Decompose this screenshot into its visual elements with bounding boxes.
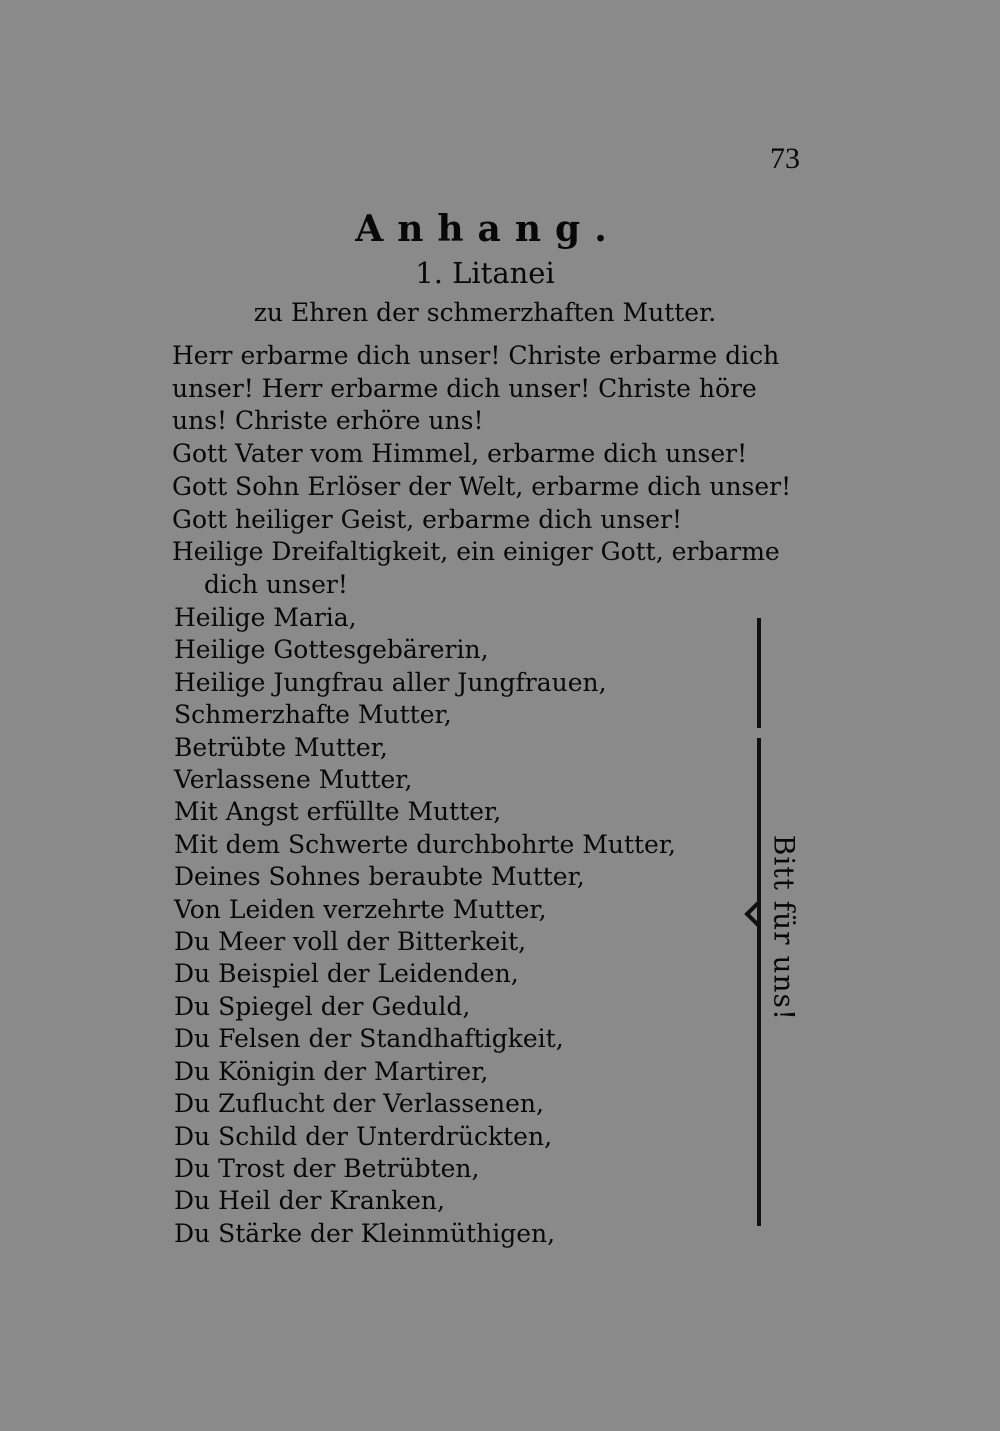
invocation: Betrübte Mutter, [174, 732, 388, 762]
invocation: Mit dem Schwerte durchbohrte Mutter, [174, 829, 676, 859]
invocation: Du Heil der Kranken, [174, 1186, 445, 1216]
invocation: Heilige Jungfrau aller Jungfrauen, [174, 667, 607, 697]
invocation: Deines Sohnes beraubte Mutter, [174, 862, 585, 892]
intro-line: Gott Sohn Erlöser der Welt, erbarme dich unser! [172, 471, 792, 501]
intro-line: Herr erbarme dich unser! Christe erbarme dich [172, 341, 780, 370]
intro-line: Heilige Dreifaltigkeit, ein einiger Gott, erbarme [172, 537, 780, 567]
invocation-list [174, 602, 734, 1250]
invocation: Verlassene Mutter, [174, 765, 413, 795]
section-heading: Anhang. [355, 208, 621, 250]
intro-paragraph [172, 340, 802, 602]
brace-point [744, 901, 769, 926]
invocation: Heilige Maria, [174, 603, 357, 632]
invocation: Du Spiegel der Geduld, [174, 991, 471, 1021]
invocation: Von Leiden verzehrte Mutter, [174, 894, 547, 924]
invocation: Du Stärke der Kleinmüthigen, [174, 1218, 556, 1248]
invocation: Du Zuflucht der Verlassenen, [174, 1089, 544, 1119]
litany-response: Bitt für uns! [767, 834, 801, 1022]
invocation: Du Meer voll der Bitterkeit, [174, 927, 527, 957]
invocation: Du Felsen der Standhaftigkeit, [174, 1024, 564, 1054]
invocation: Du Beispiel der Leidenden, [174, 959, 519, 989]
page-number: 73 [770, 142, 800, 175]
invocation: Heilige Gottesgebärerin, [174, 635, 489, 665]
invocation: Du Schild der Unterdrückten, [174, 1121, 553, 1151]
intro-line: Gott Vater vom Himmel, erbarme dich unser! [172, 439, 748, 469]
invocation: Du Trost der Betrübten, [174, 1153, 480, 1183]
intro-line: unser! Herr erbarme dich unser! Christe höre [172, 373, 757, 403]
invocation: Mit Angst erfüllte Mutter, [174, 797, 502, 827]
invocation: Du Königin der Martirer, [174, 1056, 489, 1086]
bracket-line-upper [757, 618, 761, 728]
invocation: Schmerzhafte Mutter, [174, 700, 452, 730]
intro-line: dich unser! [204, 569, 348, 599]
intro-line: Gott heiliger Geist, erbarme dich unser! [172, 504, 683, 534]
litany-subtitle: zu Ehren der schmerzhaften Mutter. [253, 298, 717, 327]
intro-line: uns! Christe erhöre uns! [172, 406, 484, 436]
litany-title: 1. Litanei [415, 256, 555, 290]
bracket-line-lower [757, 738, 761, 1226]
